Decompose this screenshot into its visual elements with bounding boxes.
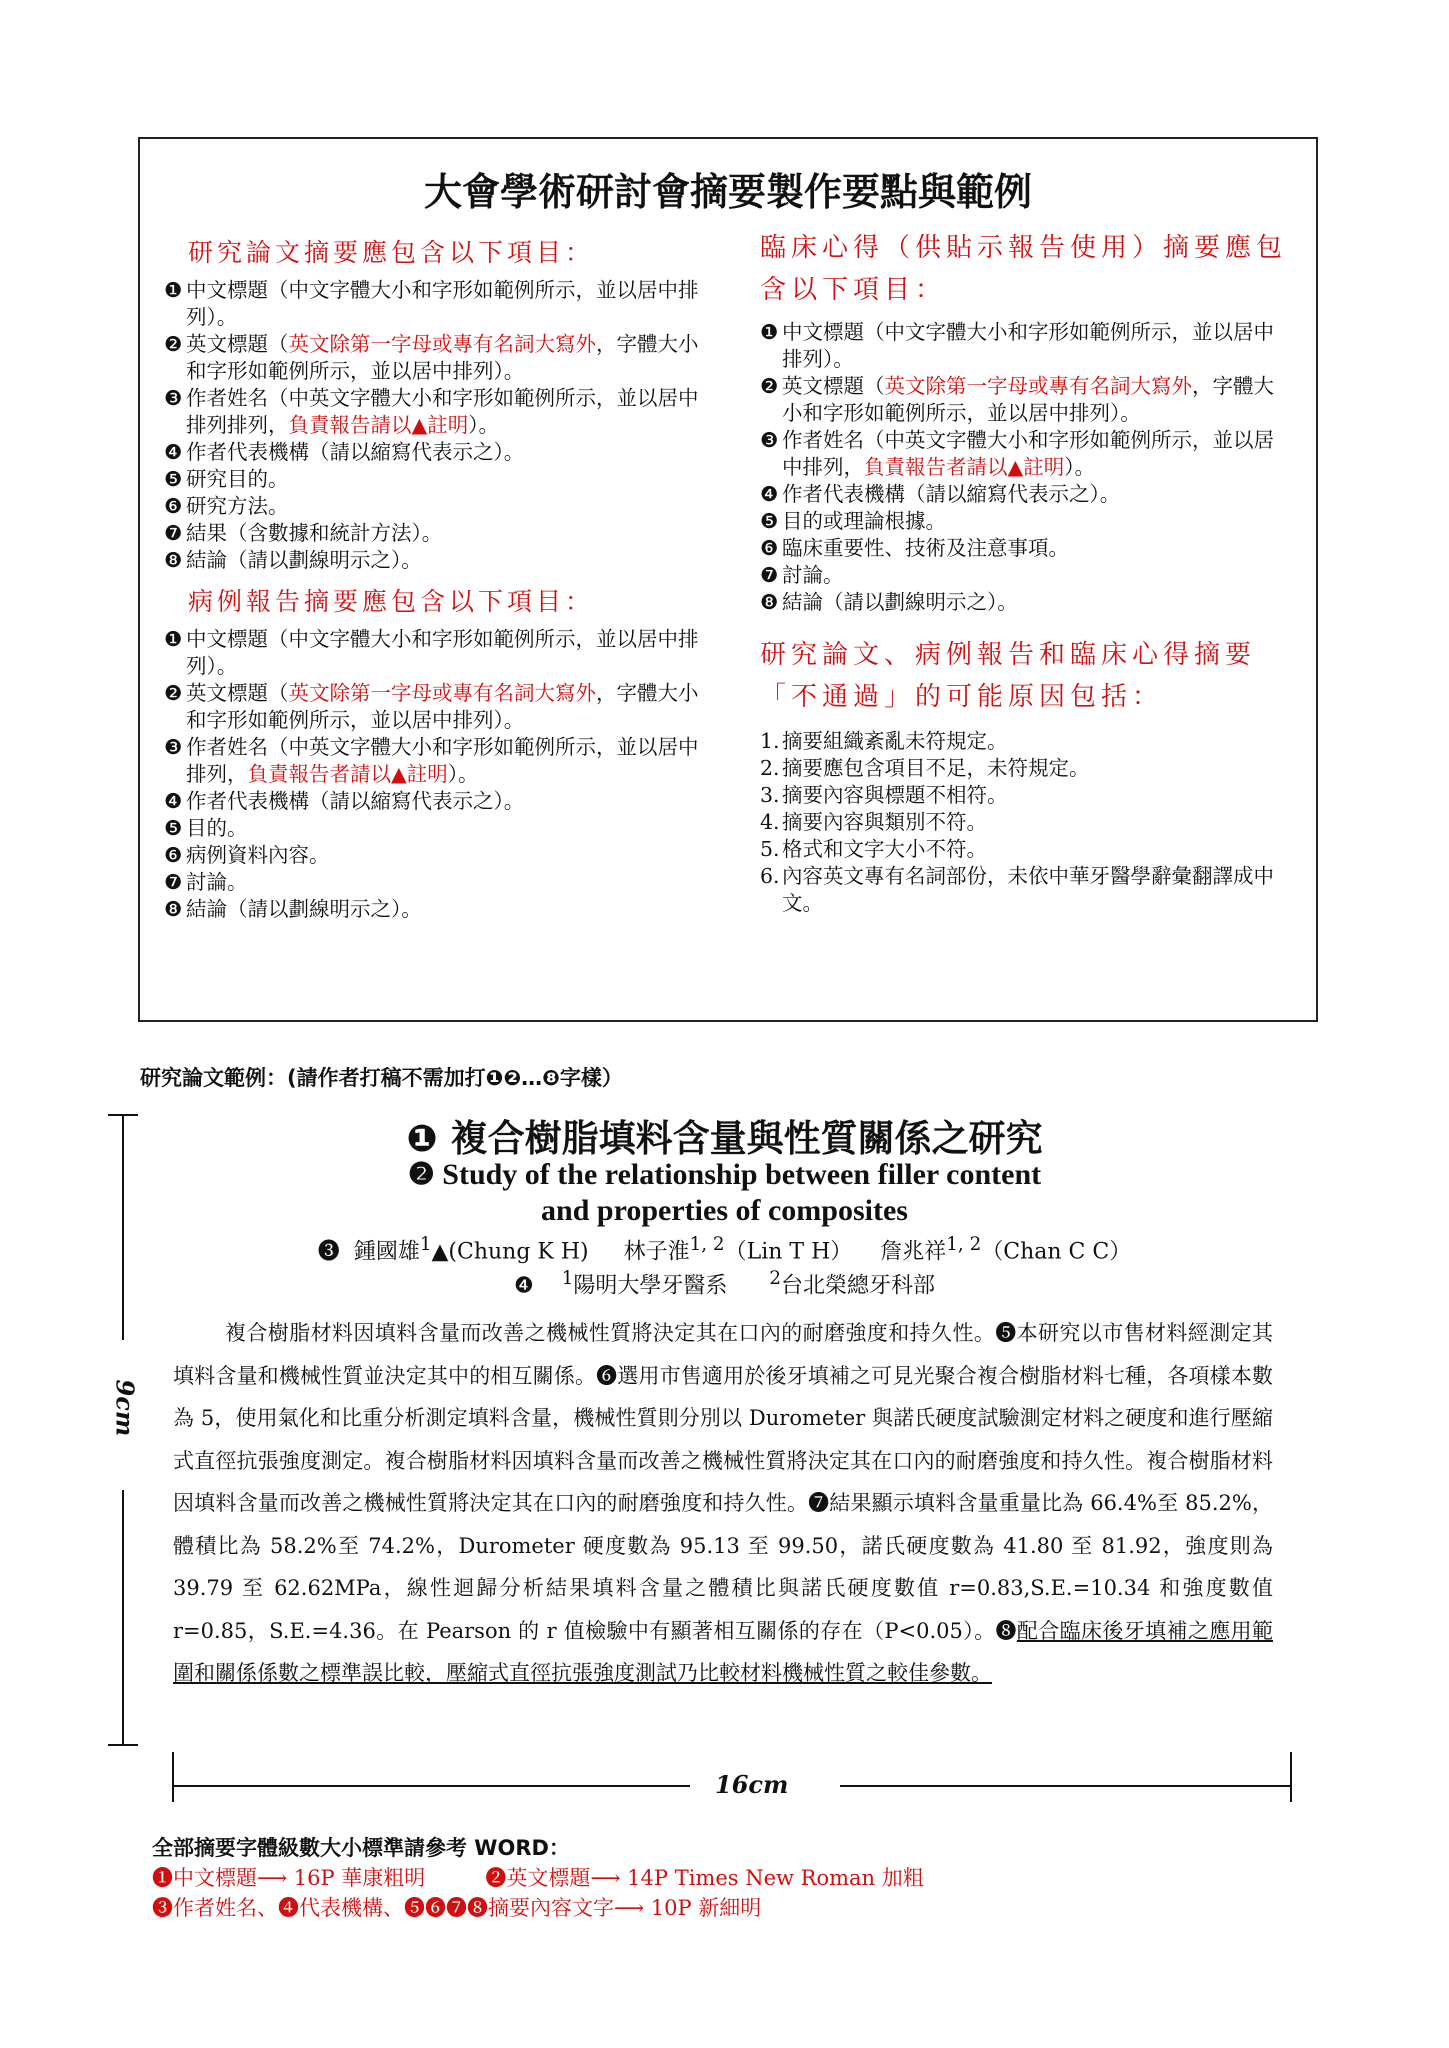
item-text: 臨床重要性、技術及注意事項。 xyxy=(782,536,1069,560)
example-abstract-body xyxy=(173,1312,1273,1695)
item-text: ）。 xyxy=(468,413,500,437)
reject-item xyxy=(760,836,1290,863)
author-1: 鍾國雄 xyxy=(353,1239,420,1265)
clinical-item xyxy=(760,508,1290,535)
case-heading: 病例報告摘要應包含以下項目： xyxy=(188,587,595,616)
item-text: 格式和文字大小不符。 xyxy=(782,837,987,861)
research-item xyxy=(164,547,704,574)
item-text: ）。 xyxy=(1064,455,1096,479)
item-text: 討論。 xyxy=(186,870,248,894)
item-number: ❻ xyxy=(760,536,779,560)
item-text: ，字體大小和字形如範例所示，並以居中排列）。 xyxy=(186,332,699,383)
author-3: 詹兆祥 xyxy=(880,1239,947,1265)
item-text: 討論。 xyxy=(782,563,844,587)
height-bottom-tick xyxy=(108,1744,138,1746)
item-text: 英文標題（ xyxy=(782,374,885,398)
clinical-item xyxy=(760,427,1290,481)
research-item xyxy=(164,493,704,520)
arrow-icon: ⟶ xyxy=(590,1866,621,1890)
author-2-en: （Lin T H） xyxy=(724,1239,853,1265)
right-column xyxy=(760,227,1290,917)
standards-line-1: ❶中文標題⟶ 16P 華康粗明 ❷英文標題⟶ 14P Times New Roman 加粗 xyxy=(152,1866,924,1890)
item-text: 中文標題（中文字體大小和字形如範例所示，並以居中排列）。 xyxy=(186,278,699,329)
author-3-sup: 1, 2 xyxy=(946,1234,982,1255)
case-item xyxy=(164,896,704,923)
item-number: ❷ xyxy=(760,374,779,398)
item-number: 6. xyxy=(760,864,780,888)
clinical-item xyxy=(760,481,1290,508)
author-2: 林子淮 xyxy=(623,1239,690,1265)
width-left-tick xyxy=(172,1752,174,1802)
item-number: 3. xyxy=(760,783,780,807)
item-highlight: 負責報告者請以▲註明 xyxy=(247,762,448,786)
item-number: ❺ xyxy=(164,816,183,840)
item-number: ❼ xyxy=(164,870,183,894)
item-highlight: 負責報告請以▲註明 xyxy=(288,413,469,437)
item-text: 中文標題（中文字體大小和字形如範例所示，並以居中排列）。 xyxy=(782,320,1274,371)
item-text: 作者姓名（中英文字體大小和字形如範例所示，並以居中排列， xyxy=(186,735,699,786)
example-title-zh xyxy=(0,1108,1449,1162)
item-text: 目的。 xyxy=(186,816,248,840)
reject-item xyxy=(760,863,1290,917)
clinical-item xyxy=(760,373,1290,427)
font-standards xyxy=(152,1833,924,1923)
item-number: ❸ xyxy=(164,386,183,410)
research-items xyxy=(164,277,704,574)
item-text: ）。 xyxy=(447,762,479,786)
reject-heading: 研究論文、病例報告和臨床心得摘要「不通過」的可能原因包括： xyxy=(760,640,1257,712)
item-text: 摘要內容與標題不相符。 xyxy=(782,783,1008,807)
reject-item xyxy=(760,782,1290,809)
research-item xyxy=(164,520,704,547)
item-highlight: 英文除第一字母或專有名詞大寫外 xyxy=(288,681,596,705)
title-en-line1: Study of the relationship between filler content xyxy=(442,1158,1042,1191)
example-title-en xyxy=(0,1157,1449,1229)
height-label: 9cm xyxy=(110,1379,140,1437)
item-text: 研究方法。 xyxy=(186,494,289,518)
research-item xyxy=(164,466,704,493)
item-number: ❹ xyxy=(164,789,183,813)
item-number: ❼ xyxy=(760,563,779,587)
width-right-tick xyxy=(1290,1752,1292,1802)
item-number: ❽ xyxy=(760,590,779,614)
clinical-item xyxy=(760,319,1290,373)
left-column xyxy=(164,227,704,923)
marker-2: ❷ xyxy=(407,1158,435,1191)
research-item xyxy=(164,439,704,466)
title-zh-text: 複合樹脂填料含量與性質關係之研究 xyxy=(450,1117,1043,1160)
item-highlight: 英文除第一字母或專有名詞大寫外 xyxy=(884,374,1192,398)
item-text: 摘要組織紊亂未符規定。 xyxy=(782,729,1008,753)
clinical-heading: 臨床心得（供貼示報告使用）摘要應包含以下項目： xyxy=(760,233,1288,305)
research-item xyxy=(164,385,704,439)
abstract-text: 複合樹脂材料因填料含量而改善之機械性質將決定其在口內的耐磨強度和持久性。❺本研究以市售材料經測定其填料含量和機械性質並決定其中的相互關係。❻選用市售適用於後牙填補之可見光聚合複合樹脂材料七種，各項樣本數為 5，使用氣化和比重分析測定填料含量，機械性質則分別以 Durometer 與諾氏硬度試驗測定材料之硬度和進行壓縮式直徑抗張強度測定。複合樹脂材料因填料含量而改善之機械性質將決定其在口內的耐磨強度和持久性。複合樹脂材料因填料含量而改善之機械性質將決定其在口內的耐磨強度和持久性。❼結果顯示填料含量重量比為 66.4%至 85.2%，體積比為 58.2%至 74.2%，Durometer 硬度數為 95.13 至 99.50，諾氏硬度數為 41.80 至 81.92，強度則為 39.79 至 62.62MPa，線性迴歸分析結果填料含量之體積比與諾氏硬度數值 r=0.83,S.E.=10.34 和強度數值 r=0.85，S.E.=4.36。在 Pearson 的 r 值檢驗中有顯著相互關係的存在（P<0.05）。❽ xyxy=(173,1321,1273,1643)
item-text: 結論（請以劃線明示之）。 xyxy=(186,897,422,921)
clinical-item xyxy=(760,562,1290,589)
item-number: ❺ xyxy=(760,509,779,533)
item-text: 結果（含數據和統計方法）。 xyxy=(186,521,443,545)
case-item xyxy=(164,842,704,869)
item-text: 作者代表機構（請以縮寫代表示之）。 xyxy=(782,482,1121,506)
item-text: 英文標題（ xyxy=(186,681,289,705)
item-number: ❶ xyxy=(164,627,183,651)
affil-1: 陽明大學牙醫系 xyxy=(573,1273,728,1299)
example-authors xyxy=(0,1234,1449,1265)
standards-heading: 全部摘要字體級數大小標準請參考 WORD： xyxy=(152,1836,570,1860)
item-text: 作者代表機構（請以縮寫代表示之）。 xyxy=(186,789,525,813)
item-text: 作者姓名（中英文字體大小和字形如範例所示，並以居中排列， xyxy=(782,428,1274,479)
reject-item xyxy=(760,755,1290,782)
standards-line-2: ❸作者姓名、❹代表機構、❺❻❼❽摘要內容文字⟶ 10P 新細明 xyxy=(152,1896,762,1920)
item-number: 5. xyxy=(760,837,780,861)
item-number: 1. xyxy=(760,729,780,753)
clinical-items xyxy=(760,319,1290,616)
item-text: 摘要內容與類別不符。 xyxy=(782,810,987,834)
guidelines-title: 大會學術研討會摘要製作要點與範例 xyxy=(423,170,1032,214)
reject-item xyxy=(760,728,1290,755)
title-en-line2: and properties of composites xyxy=(541,1194,908,1227)
item-number: ❺ xyxy=(164,467,183,491)
research-heading: 研究論文摘要應包含以下項目： xyxy=(188,238,595,267)
arrow-icon: ⟶ xyxy=(257,1866,288,1890)
item-text: 摘要應包含項目不足，未符規定。 xyxy=(782,756,1090,780)
case-item xyxy=(164,869,704,896)
case-item xyxy=(164,734,704,788)
research-item xyxy=(164,331,704,385)
item-number: ❶ xyxy=(760,320,779,344)
width-label: 16cm xyxy=(715,1770,789,1799)
item-text: ，字體大小和字形如範例所示，並以居中排列）。 xyxy=(186,681,699,732)
item-number: ❼ xyxy=(164,521,183,545)
case-item xyxy=(164,680,704,734)
marker-4: ❹ xyxy=(513,1273,534,1299)
clinical-item xyxy=(760,535,1290,562)
item-text: 結論（請以劃線明示之）。 xyxy=(186,548,422,572)
item-text: 結論（請以劃線明示之）。 xyxy=(782,590,1018,614)
reject-items xyxy=(760,728,1290,917)
example-label: 研究論文範例：(請作者打稿不需加打❶❷…❽字樣） xyxy=(140,1066,623,1090)
research-item xyxy=(164,277,704,331)
arrow-icon: ⟶ xyxy=(614,1896,645,1920)
author-2-sup: 1, 2 xyxy=(689,1234,725,1255)
item-highlight: 英文除第一字母或專有名詞大寫外 xyxy=(288,332,596,356)
author-1-en: ▲(Chung K H) xyxy=(431,1239,589,1265)
item-number: ❶ xyxy=(164,278,183,302)
guidelines-box xyxy=(138,137,1318,1022)
item-number: ❸ xyxy=(164,735,183,759)
item-text: 中文標題（中文字體大小和字形如範例所示，並以居中排列）。 xyxy=(186,627,699,678)
item-text: 研究目的。 xyxy=(186,467,289,491)
case-item xyxy=(164,788,704,815)
case-item xyxy=(164,815,704,842)
item-number: ❻ xyxy=(164,494,183,518)
case-items xyxy=(164,626,704,923)
author-1-sup: 1 xyxy=(419,1234,432,1255)
item-number: ❹ xyxy=(164,440,183,464)
affil-2-sup: 2 xyxy=(769,1268,782,1289)
item-number: ❹ xyxy=(760,482,779,506)
marker-3: ❸ xyxy=(317,1239,340,1265)
clinical-item xyxy=(760,589,1290,616)
item-number: 2. xyxy=(760,756,780,780)
item-number: ❷ xyxy=(164,332,183,356)
author-3-en: （Chan C C） xyxy=(981,1239,1132,1265)
item-text: 內容英文專有名詞部份，未依中華牙醫學辭彙翻譯成中文。 xyxy=(782,864,1274,915)
item-text: 目的或理論根據。 xyxy=(782,509,946,533)
item-text: 作者代表機構（請以縮寫代表示之）。 xyxy=(186,440,525,464)
case-item xyxy=(164,626,704,680)
item-text: 病例資料內容。 xyxy=(186,843,330,867)
item-highlight: 負責報告者請以▲註明 xyxy=(864,455,1065,479)
affil-2: 台北榮總牙科部 xyxy=(781,1273,936,1299)
abstract-conclusion: 配合臨床後牙填補之應用範圍和關係係數之標準誤比較，壓縮式直徑抗張強度測試乃比較材料機械性質之較佳參數。 xyxy=(173,1618,1274,1685)
item-number: ❸ xyxy=(760,428,779,452)
item-text: 英文標題（ xyxy=(186,332,289,356)
item-number: ❻ xyxy=(164,843,183,867)
item-text: 作者姓名（中英文字體大小和字形如範例所示，並以居中排列排列， xyxy=(186,386,699,437)
reject-item xyxy=(760,809,1290,836)
example-affiliations xyxy=(0,1268,1449,1299)
item-number: 4. xyxy=(760,810,780,834)
marker-1: ❶ xyxy=(406,1117,438,1160)
item-number: ❽ xyxy=(164,897,183,921)
affil-1-sup: 1 xyxy=(561,1268,574,1289)
item-text: ，字體大小和字形如範例所示，並以居中排列）。 xyxy=(782,374,1274,425)
item-number: ❽ xyxy=(164,548,183,572)
item-number: ❷ xyxy=(164,681,183,705)
